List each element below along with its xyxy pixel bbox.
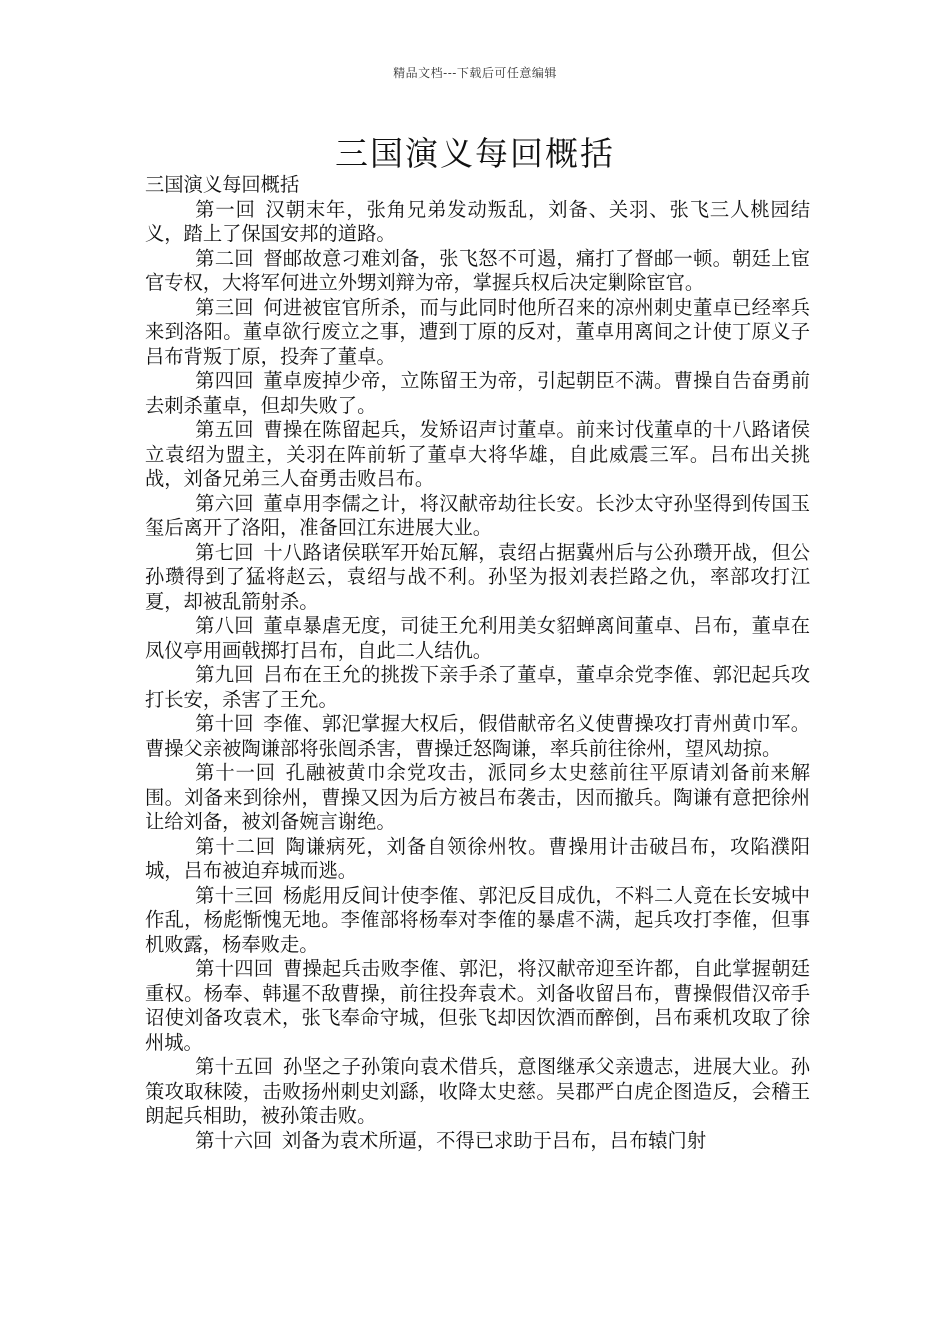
chapter-paragraph	[145, 541, 810, 615]
chapter-summary: 吕布在王允的挑拨下亲手杀了董卓，董卓余党李傕、郭汜起兵攻打长安，杀害了王允。	[145, 663, 811, 711]
chapter-summary: 杨彪用反间计使李傕、郭汜反目成仇，不料二人竟在长安城中作乱，杨彪惭愧无地。李傕部将杨奉对李傕的暴虐不满，起兵攻打李傕，但事机败露，杨奉败走。	[145, 883, 811, 956]
chapter-label: 第十五回	[195, 1055, 274, 1078]
chapter-paragraph	[145, 492, 810, 541]
chapter-label: 第七回	[195, 540, 254, 564]
chapter-label: 第十三回	[195, 883, 274, 907]
chapter-label: 第十四回	[195, 957, 274, 980]
chapter-label: 第五回	[195, 418, 254, 441]
chapter-summary: 陶谦病死，刘备自领徐州牧。曹操用计击破吕布，攻陷濮阳城，吕布被迫弃城而逃。	[145, 834, 811, 882]
chapter-summary: 汉朝末年，张角兄弟发动叛乱，刘备、关羽、张飞三人桃园结义，踏上了保国安邦的道路。	[145, 197, 811, 245]
chapter-paragraph	[145, 198, 810, 247]
chapter-list	[145, 198, 810, 1154]
chapter-paragraph	[145, 884, 810, 958]
chapter-paragraph	[145, 418, 810, 492]
chapter-paragraph	[145, 247, 810, 296]
chapter-label: 第四回	[195, 369, 254, 392]
chapter-paragraph	[145, 761, 810, 835]
document-body	[145, 173, 810, 1153]
chapter-summary: 十八路诸侯联军开始瓦解，袁绍占据冀州后与公孙瓒开战，但公孙瓒得到了猛将赵云，袁绍与战不利。孙坚为报刘表拦路之仇，率部攻打江夏，却被乱箭射杀。	[145, 540, 811, 613]
chapter-label: 第十六回	[195, 1128, 273, 1152]
chapter-paragraph	[145, 835, 810, 884]
chapter-summary: 董卓废掉少帝，立陈留王为帝，引起朝臣不满。曹操自告奋勇前去刺杀董卓，但却失败了。	[145, 369, 811, 417]
chapter-summary: 督邮故意刁难刘备，张飞怒不可遏，痛打了督邮一顿。朝廷上宦官专权，大将军何进立外甥刘辩为帝，掌握兵权后决定剿除宦官。	[145, 246, 811, 294]
chapter-summary: 刘备为袁术所逼，不得已求助于吕布，吕布辕门射	[281, 1128, 707, 1152]
chapter-label: 第九回	[195, 663, 254, 686]
document-subtitle: 三国演义每回概括	[145, 173, 300, 196]
page-title: 三国演义每回概括	[335, 134, 615, 173]
chapter-label: 第二回	[195, 246, 254, 270]
chapter-summary: 曹操起兵击败李傕、郭汜，将汉献帝迎至许都，自此掌握朝廷重权。杨奉、韩暹不敌曹操，前往投奔袁术。刘备收留吕布，曹操假借汉帝手诏使刘备攻袁术，张飞奉命守城，但张飞却因饮酒而醉倒，吕布乘机攻取了徐州城。	[145, 957, 811, 1054]
chapter-summary: 何进被宦官所杀，而与此同时他所召来的凉州刺史董卓已经率兵来到洛阳。董卓欲行废立之事，遭到丁原的反对，董卓用离间之计使丁原义子吕布背叛丁原，投奔了董卓。	[145, 295, 811, 368]
chapter-label: 第六回	[195, 491, 254, 515]
chapter-label: 第十回	[195, 712, 254, 735]
chapter-label: 第十一回	[195, 761, 276, 784]
chapter-summary: 李傕、郭汜掌握大权后，假借献帝名义使曹操攻打青州黄巾军。曹操父亲被陶谦部将张闿杀害，曹操迁怒陶谦，率兵前往徐州，望风劫掠。	[145, 712, 811, 760]
chapter-summary: 孙坚之子孙策向袁术借兵，意图继承父亲遗志，进展大业。孙策攻取秣陵，击败扬州刺史刘繇，收降太史慈。吴郡严白虎企图造反，会稽王朗起兵相助，被孙策击败。	[145, 1055, 811, 1127]
chapter-paragraph	[145, 663, 810, 712]
chapter-summary: 董卓暴虐无度，司徒王允利用美女貂蝉离间董卓、吕布，董卓在凤仪亭用画戟掷打吕布，自此二人结仇。	[145, 614, 811, 662]
header-note: 精品文档---下载后可任意编辑	[393, 66, 557, 80]
chapter-label: 第三回	[195, 295, 254, 319]
chapter-paragraph	[145, 712, 810, 761]
chapter-summary: 曹操在陈留起兵，发矫诏声讨董卓。前来讨伐董卓的十八路诸侯立袁绍为盟主，关羽在阵前斩了董卓大将华雄，自此威震三军。吕布出关挑战，刘备兄弟三人奋勇击败吕布。	[145, 418, 811, 490]
chapter-paragraph	[145, 369, 810, 418]
chapter-summary: 董卓用李儒之计，将汉献帝劫往长安。长沙太守孙坚得到传国玉玺后离开了洛阳，准备回江东进展大业。	[145, 491, 811, 539]
chapter-paragraph	[145, 614, 810, 663]
chapter-paragraph	[145, 1129, 810, 1154]
chapter-paragraph	[145, 1055, 810, 1129]
chapter-label: 第八回	[195, 614, 254, 637]
chapter-paragraph	[145, 296, 810, 370]
chapter-label: 第一回	[195, 197, 256, 221]
chapter-summary: 孔融被黄巾余党攻击，派同乡太史慈前往平原请刘备前来解围。刘备来到徐州，曹操又因为后方被吕布袭击，因而撤兵。陶谦有意把徐州让给刘备，被刘备婉言谢绝。	[145, 761, 811, 833]
chapter-label: 第十二回	[195, 834, 276, 858]
chapter-paragraph	[145, 957, 810, 1055]
